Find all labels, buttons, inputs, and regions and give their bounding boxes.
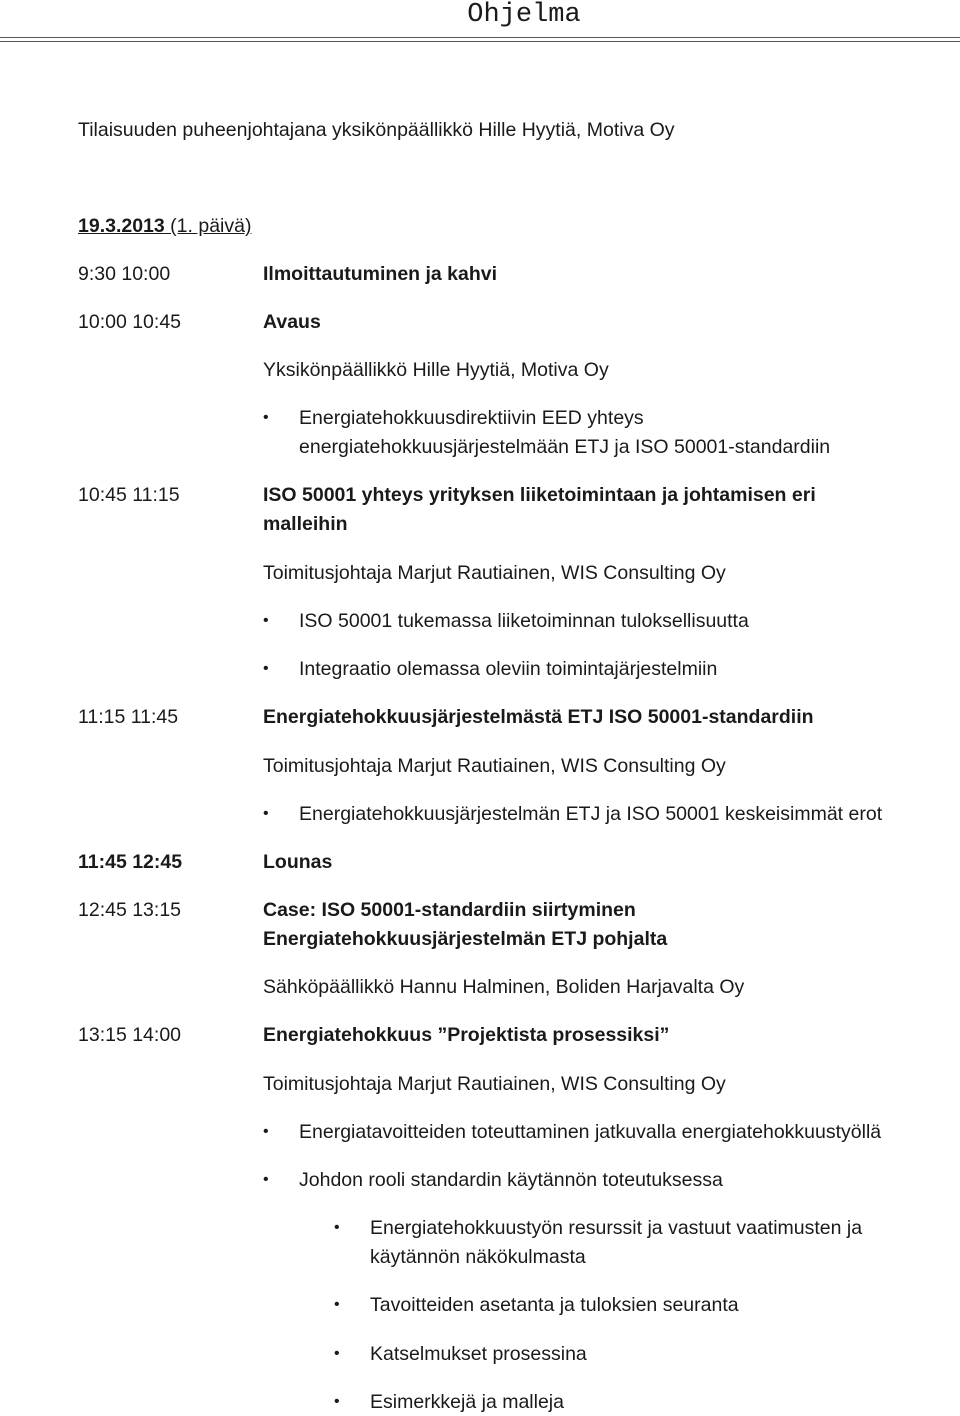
bullet-icon: • bbox=[263, 805, 269, 822]
day-heading bbox=[78, 212, 251, 240]
bullet-icon: • bbox=[263, 1123, 269, 1140]
session-time: 9:30 10:00 bbox=[78, 263, 171, 285]
session-time: 10:45 11:15 bbox=[78, 484, 180, 506]
session-speaker: Toimitusjohtaja Marjut Rautiainen, WIS Consulting Oy bbox=[263, 562, 726, 584]
bullet-icon: • bbox=[334, 1219, 340, 1236]
sub-bullet-text: Katselmukset prosessina bbox=[370, 1343, 587, 1365]
session-speaker: Sähköpäällikkö Hannu Halminen, Boliden Harjavalta Oy bbox=[263, 976, 745, 998]
session-title: Ilmoittautuminen ja kahvi bbox=[263, 263, 498, 285]
session-title: Avaus bbox=[263, 311, 321, 333]
bullet-text: Energiatehokkuusdirektiivin EED yhteys bbox=[299, 407, 644, 429]
bullet-text: energiatehokkuusjärjestelmään ETJ ja ISO 50001-standardiin bbox=[299, 436, 831, 458]
bullet-icon: • bbox=[334, 1345, 340, 1362]
bullet-text: Energiatavoitteiden toteuttaminen jatkuvalla energiatehokkuustyöllä bbox=[299, 1121, 882, 1143]
bullet-text: Johdon rooli standardin käytännön toteutuksessa bbox=[299, 1169, 723, 1191]
session-time: 13:15 14:00 bbox=[78, 1024, 182, 1046]
session-title: Lounas bbox=[263, 851, 333, 873]
session-time: 10:00 10:45 bbox=[78, 311, 182, 333]
session-title: Energiatehokkuusjärjestelmän ETJ pohjalta bbox=[263, 928, 668, 950]
bullet-icon: • bbox=[334, 1393, 340, 1410]
session-title: ISO 50001 yhteys yrityksen liiketoimintaan ja johtamisen eri bbox=[263, 484, 816, 506]
bullet-text: Integraatio olemassa oleviin toimintajärjestelmiin bbox=[299, 658, 718, 680]
sub-bullet-text: käytännön näkökulmasta bbox=[370, 1246, 586, 1268]
session-title: Energiatehokkuusjärjestelmästä ETJ ISO 50001-standardiin bbox=[263, 706, 814, 728]
bullet-text: ISO 50001 tukemassa liiketoiminnan tuloksellisuutta bbox=[299, 610, 749, 632]
session-time: 12:45 13:15 bbox=[78, 899, 182, 921]
bullet-icon: • bbox=[263, 612, 269, 629]
bullet-icon: • bbox=[263, 409, 269, 426]
sub-bullet-text: Energiatehokkuustyön resurssit ja vastuut vaatimusten ja bbox=[370, 1217, 863, 1239]
session-title: Energiatehokkuus ”Projektista prosessiksi” bbox=[263, 1024, 670, 1046]
session-title: Case: ISO 50001-standardiin siirtyminen bbox=[263, 899, 636, 921]
sub-bullet-text: Tavoitteiden asetanta ja tuloksien seuranta bbox=[370, 1294, 739, 1316]
session-time: 11:15 11:45 bbox=[78, 706, 179, 728]
sub-bullet-text: Esimerkkejä ja malleja bbox=[370, 1391, 564, 1413]
page-title: Ohjelma bbox=[467, 0, 581, 30]
session-speaker: Yksikönpäällikkö Hille Hyytiä, Motiva Oy bbox=[263, 359, 609, 381]
bullet-icon: • bbox=[334, 1296, 340, 1313]
header-divider bbox=[0, 37, 960, 42]
session-speaker: Toimitusjohtaja Marjut Rautiainen, WIS Consulting Oy bbox=[263, 1073, 726, 1095]
session-time: 11:45 12:45 bbox=[78, 851, 183, 873]
day-label: (1. päivä) bbox=[164, 215, 252, 237]
day-date: 19.3.2013 bbox=[78, 215, 165, 237]
bullet-icon: • bbox=[263, 660, 269, 677]
bullet-text: Energiatehokkuusjärjestelmän ETJ ja ISO 50001 keskeisimmät erot bbox=[299, 803, 883, 825]
chair-line: Tilaisuuden puheenjohtajana yksikönpäällikkö Hille Hyytiä, Motiva Oy bbox=[78, 119, 675, 141]
bullet-icon: • bbox=[263, 1171, 269, 1188]
session-speaker: Toimitusjohtaja Marjut Rautiainen, WIS Consulting Oy bbox=[263, 755, 726, 777]
session-title: malleihin bbox=[263, 513, 348, 535]
